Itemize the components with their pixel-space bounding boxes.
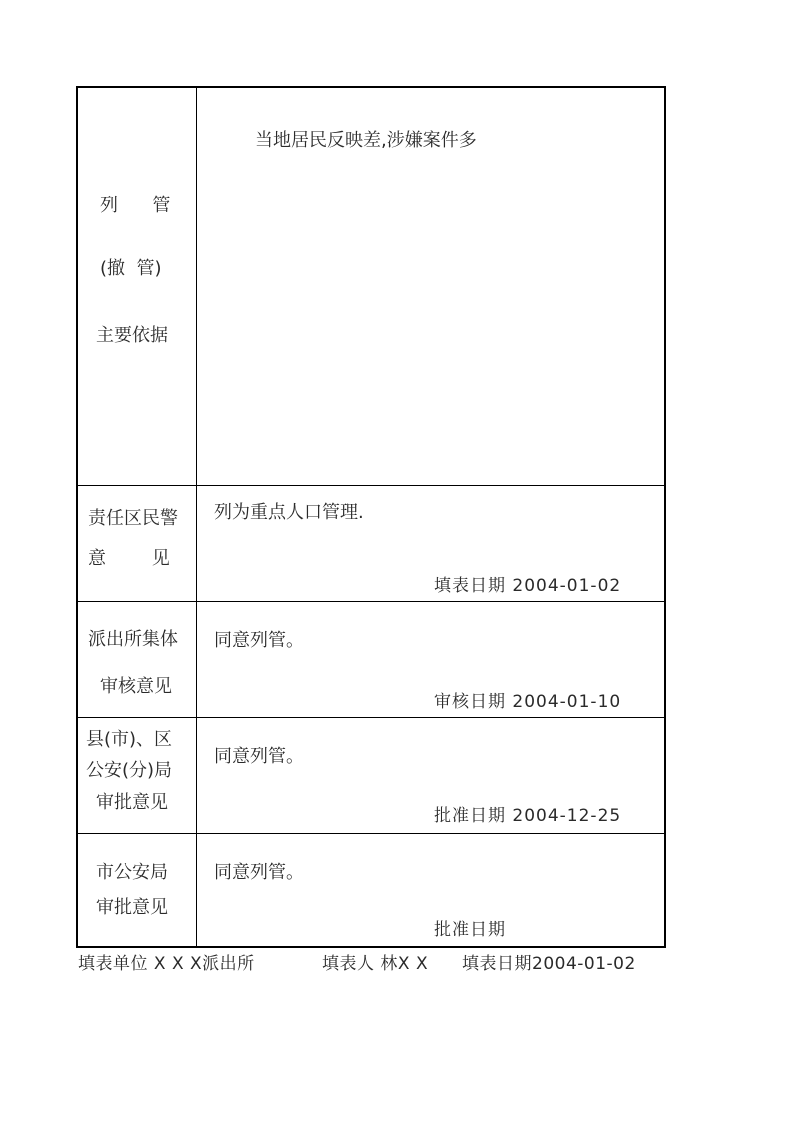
column-divider xyxy=(196,88,197,485)
footer-fill-unit: 填表单位 X X X派出所 xyxy=(78,954,255,974)
officer-label-line2: 意 见 xyxy=(88,548,170,569)
registration-form-table xyxy=(76,86,666,948)
footer-filler: 填表人 林X X xyxy=(322,954,429,974)
station-label-line1: 派出所集体 xyxy=(88,629,178,650)
footer-fill-date: 填表日期2004-01-02 xyxy=(462,954,636,974)
officer-opinion-row xyxy=(78,485,664,601)
county-approval-text: 同意列管。 xyxy=(214,746,304,767)
basis-label-line1: 列 管 xyxy=(100,195,171,216)
basis-row xyxy=(78,88,664,485)
county-approval-date: 批准日期 2004-12-25 xyxy=(434,806,622,826)
county-label-line1: 县(市)、区 xyxy=(86,729,173,750)
column-divider xyxy=(196,486,197,601)
city-label-line2: 审批意见 xyxy=(96,897,168,918)
basis-label-line3: 主要依据 xyxy=(96,325,168,346)
officer-opinion-text: 列为重点人口管理. xyxy=(214,502,364,523)
station-review-row xyxy=(78,601,664,717)
station-review-date: 审核日期 2004-01-10 xyxy=(434,692,622,712)
city-approval-text: 同意列管。 xyxy=(214,862,304,883)
county-label-line3: 审批意见 xyxy=(96,792,168,813)
column-divider xyxy=(196,834,197,946)
county-label-line2: 公安(分)局 xyxy=(86,760,173,781)
officer-fill-date: 填表日期 2004-01-02 xyxy=(434,576,622,596)
station-label-line2: 审核意见 xyxy=(100,676,172,697)
officer-label-line1: 责任区民警 xyxy=(88,508,178,529)
city-label-line1: 市公安局 xyxy=(96,862,168,883)
basis-content: 当地居民反映差,涉嫌案件多 xyxy=(255,130,477,151)
column-divider xyxy=(196,602,197,717)
city-approval-row xyxy=(78,833,664,946)
basis-label-line2: (撤 管) xyxy=(100,258,162,279)
station-review-text: 同意列管。 xyxy=(214,630,304,651)
county-approval-row xyxy=(78,717,664,833)
column-divider xyxy=(196,718,197,833)
city-approval-date: 批准日期 xyxy=(434,920,506,940)
